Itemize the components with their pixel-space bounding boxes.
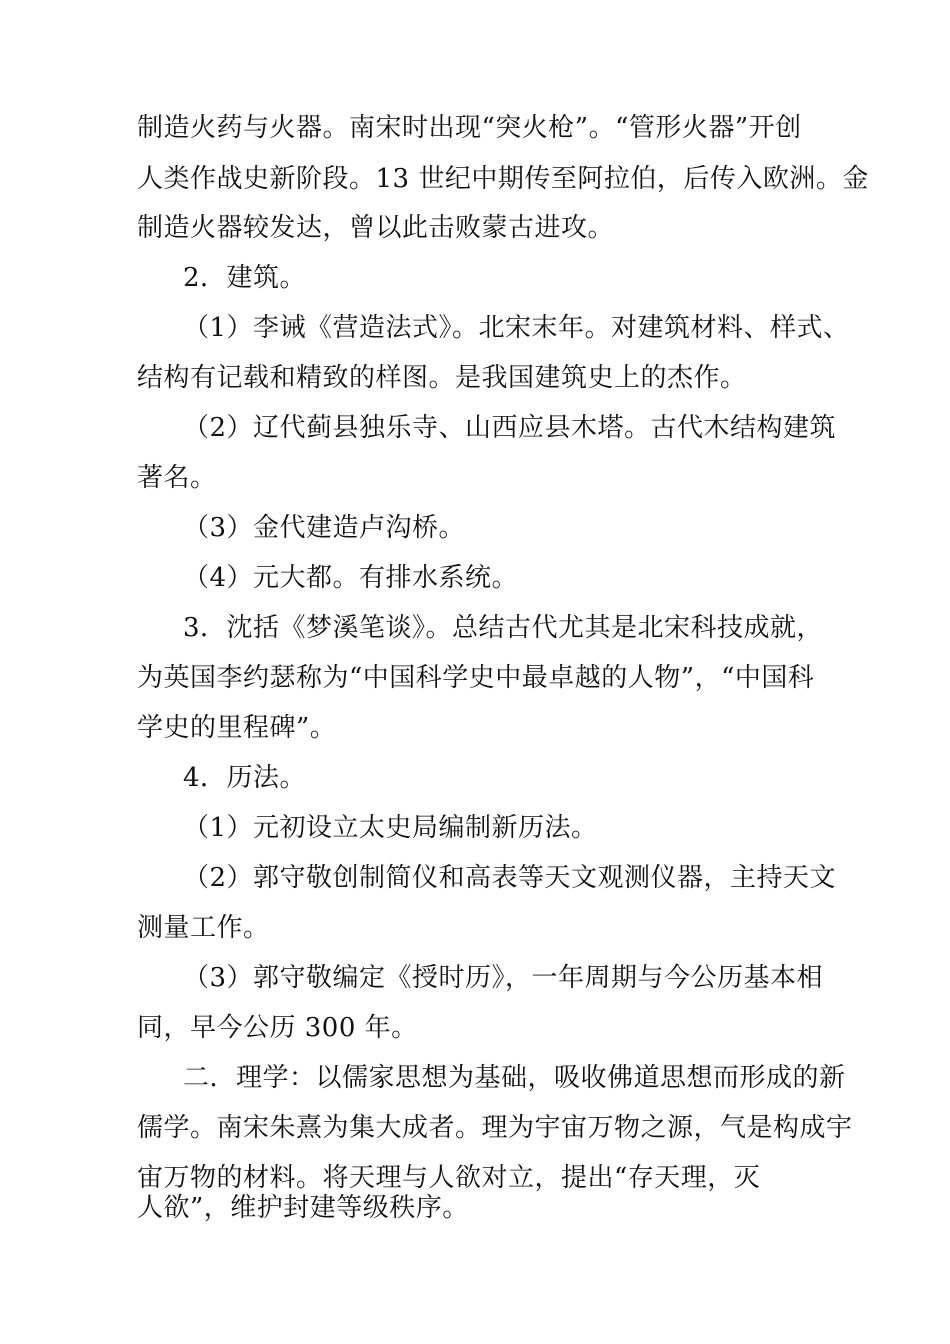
text-line: 4．历法。 — [183, 763, 307, 793]
text-line: 同，早今公历 300 年。 — [137, 1013, 418, 1043]
text-line: 2．建筑。 — [183, 263, 307, 293]
text-line: 学史的里程碑”。 — [137, 713, 337, 743]
text-line: 人欲”，维护封建等级秩序。 — [137, 1193, 469, 1223]
text-line: 为英国李约瑟称为“中国科学史中最卓越的人物”，“中国科 — [137, 663, 815, 693]
text-line: （1）元初设立太史局编制新历法。 — [183, 813, 598, 843]
text-line: 著名。 — [137, 463, 217, 493]
text-line: 人类作战史新阶段。13 世纪中期传至阿拉伯，后传入欧洲。金 — [137, 164, 869, 194]
text-line: 二．理学：以儒家思想为基础，吸收佛道思想而形成的新 — [183, 1063, 846, 1093]
text-line: 测量工作。 — [137, 913, 270, 943]
text-line: 3．沈括《梦溪笔谈》。总结古代尤其是北宋科技成就， — [183, 613, 824, 643]
text-line: （3）金代建造卢沟桥。 — [183, 513, 466, 543]
text-line: （2）郭守敬创制简仪和高表等天文观测仪器，主持天文 — [183, 863, 837, 893]
text-line: 宙万物的材料。将天理与人欲对立，提出“存天理，灭 — [137, 1163, 761, 1193]
text-line: （2）辽代蓟县独乐寺、山西应县木塔。古代木结构建筑 — [183, 413, 837, 443]
text-line: 结构有记载和精致的样图。是我国建筑史上的杰作。 — [137, 363, 747, 393]
text-line: 儒学。南宋朱熹为集大成者。理为宇宙万物之源，气是构成宇 — [137, 1113, 853, 1143]
text-line: 制造火器较发达，曾以此击败蒙古进攻。 — [137, 213, 615, 243]
text-line: （1）李诫《营造法式》。北宋末年。对建筑材料、样式、 — [183, 313, 850, 343]
text-line: （4）元大都。有排水系统。 — [183, 563, 519, 593]
text-line: 制造火药与火器。南宋时出现“突火枪”。“管形火器”开创 — [137, 113, 802, 143]
text-line: （3）郭守敬编定《授时历》，一年周期与今公历基本相 — [183, 963, 824, 993]
